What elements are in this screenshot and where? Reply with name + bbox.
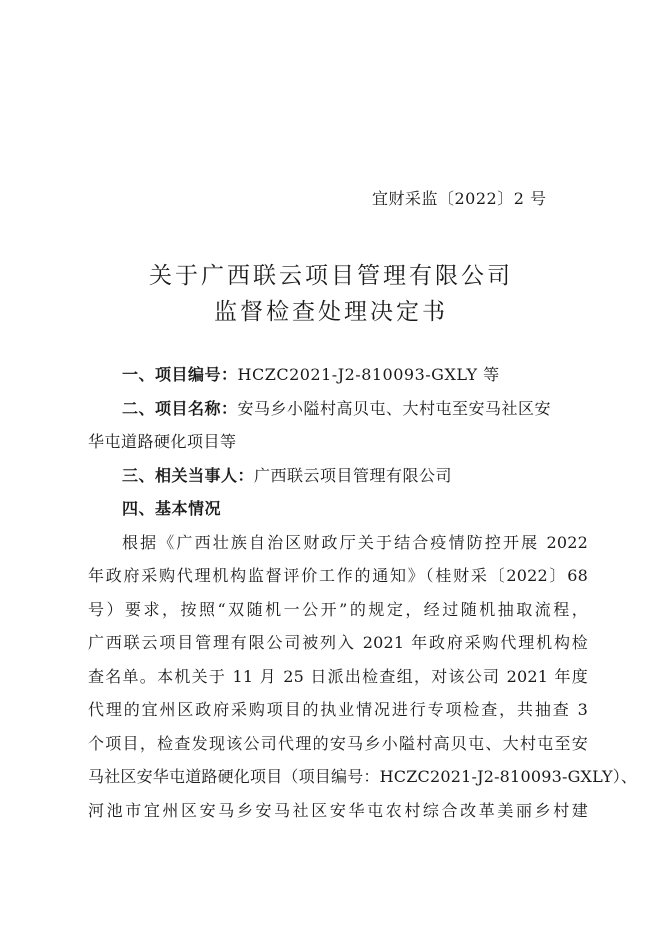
- document-title-line-1: 关于广西联云项目管理有限公司: [149, 263, 513, 289]
- body-line: 查名单。本机关于 11 月 25 日派出检查组，对该公司 2021 年度: [88, 666, 588, 686]
- section-label: 一、项目编号：: [122, 365, 238, 384]
- body-line: 年政府采购代理机构监督评价工作的通知》（桂财采〔2022〕68: [88, 566, 588, 585]
- body-line: 代理的宜州区政府采购项目的执业情况进行专项检查，共抽查 3: [88, 700, 588, 719]
- section-basic-info: [88, 492, 588, 526]
- section-value: HCZC2021-J2-810093-GXLY 等: [237, 365, 500, 384]
- body-line: 个项目，检查发现该公司代理的安马乡小隘村高贝屯、大村屯至安: [88, 733, 588, 753]
- section-label: 三、相关当事人：: [122, 465, 255, 485]
- section-label: 二、项目名称：: [122, 398, 238, 418]
- document-body: [88, 358, 638, 827]
- body-line: 广西联云项目管理有限公司被列入 2021 年政府采购代理机构检: [88, 633, 588, 652]
- section-project-number: [88, 358, 588, 392]
- section-value: 华屯道路硬化项目等: [88, 432, 237, 451]
- body-line: 号）要求，按照“双随机一公开”的规定，经过随机抽取流程，: [88, 599, 588, 619]
- section-related-party: [88, 459, 588, 493]
- body-line: 河池市宜州区安马乡安马社区安华屯农村综合改革美丽乡村建: [88, 800, 588, 820]
- body-line: 马社区安华屯道路硬化项目（项目编号：HCZC2021-J2-810093-GXLY）、: [88, 767, 638, 786]
- section-project-name: [88, 392, 588, 426]
- document-number: 宜财采监〔2022〕2 号: [372, 189, 547, 208]
- section-project-name-continued: [88, 425, 588, 459]
- document-title-line-2: 监督检查处理决定书: [214, 299, 448, 325]
- section-heading: 四、基本情况: [122, 499, 222, 518]
- section-value: 广西联云项目管理有限公司: [254, 465, 453, 485]
- section-value: 安马乡小隘村高贝屯、大村屯至安马社区安: [237, 398, 552, 418]
- body-line: 根据《广西壮族自治区财政厅关于结合疫情防控开展 2022: [122, 532, 588, 552]
